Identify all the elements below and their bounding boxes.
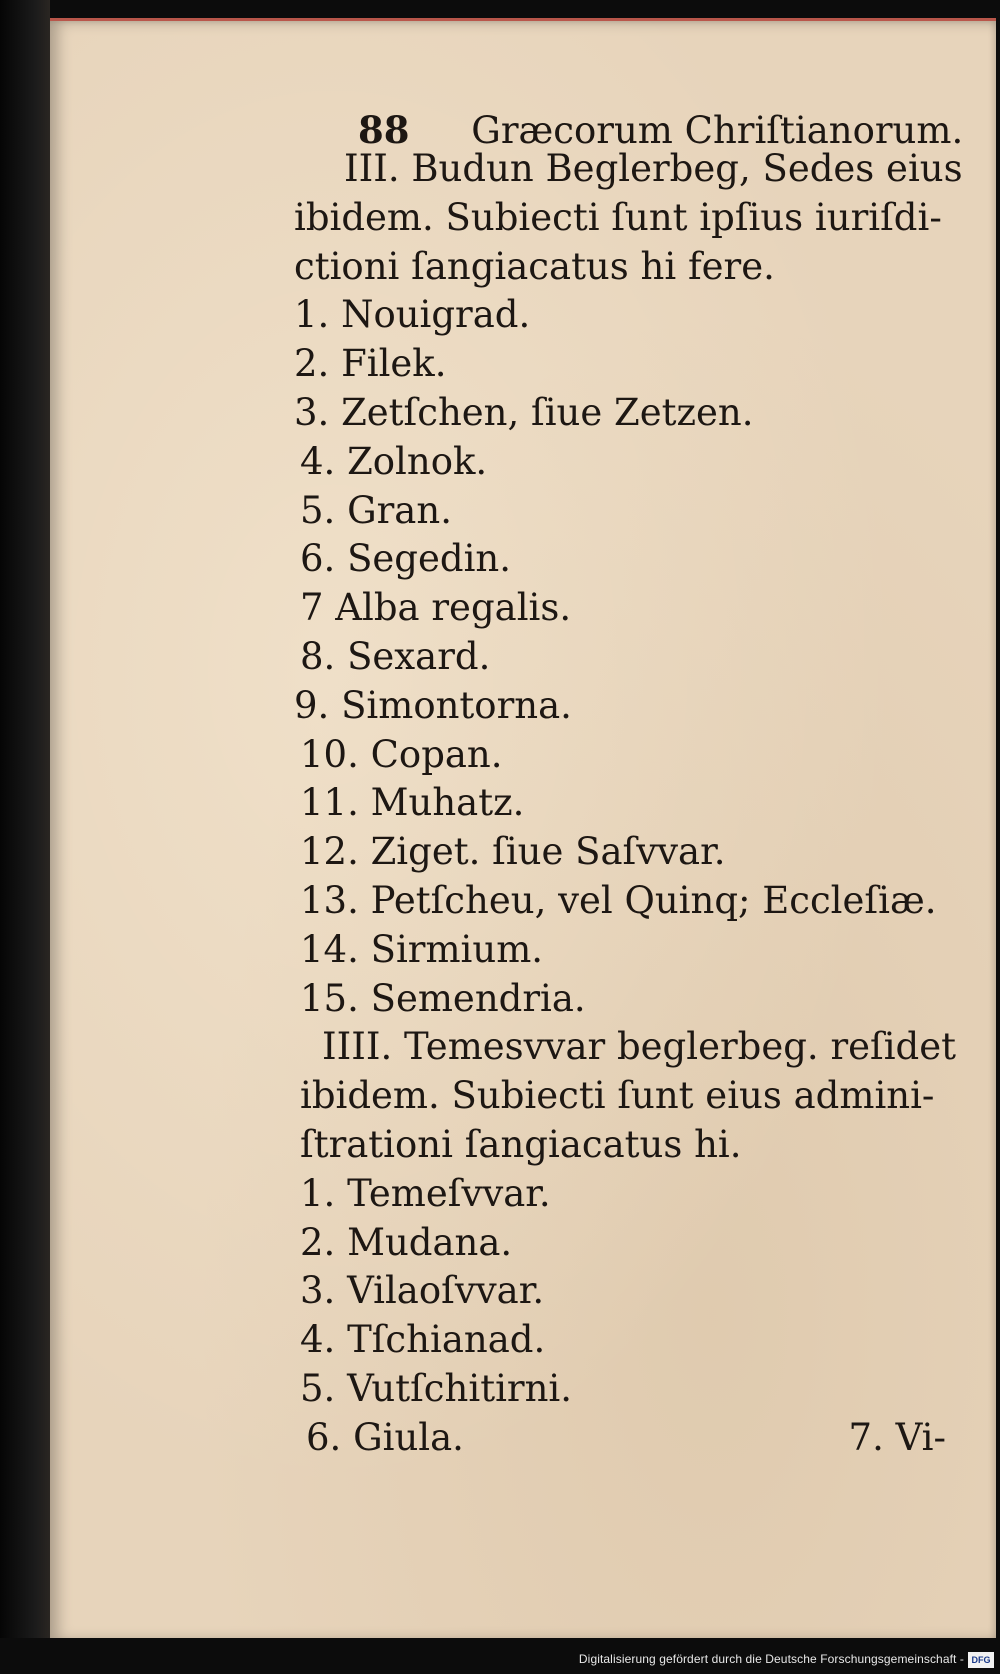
list-item: 5. Vutſchitirni. <box>300 1366 573 1410</box>
list-item: 3. Zetſchen, ſiue Zetzen. <box>294 390 754 434</box>
text-line: ctioni ſangiacatus hi fere. <box>294 244 775 288</box>
list-item: 13. Petſcheu, vel Quinq; Eccleſiæ. <box>300 878 937 922</box>
list-item: 6. Segedin. <box>300 537 511 581</box>
list-item: 2. Filek. <box>294 342 447 386</box>
list-item: 2. Mudana. <box>300 1220 513 1264</box>
list-item: 14. Sirmium. <box>300 927 544 971</box>
last-line <box>294 1414 946 1463</box>
running-head-title: Græcorum Chriſtianorum. <box>471 109 964 152</box>
dfg-logo-icon: DFG <box>968 1652 994 1668</box>
list-item: 8. Sexard. <box>300 634 491 678</box>
book-page <box>50 18 996 1645</box>
list-item: 15. Semendria. <box>300 976 586 1020</box>
list-item: 6. Giula. <box>306 1415 464 1459</box>
list-item: 9. Simontorna. <box>294 683 572 727</box>
text-line: ſtrationi ſangiacatus hi. <box>300 1122 742 1166</box>
list-item: 3. Vilaoſvvar. <box>300 1269 545 1313</box>
list-item: 5. Gran. <box>300 488 452 532</box>
list-item: 10. Copan. <box>300 732 503 776</box>
book-spine-shadow <box>0 0 50 1674</box>
list-item: 1. Nouigrad. <box>294 293 531 337</box>
list-item: 7 Alba regalis. <box>300 586 572 630</box>
list-item: 4. Zolnok. <box>300 439 488 483</box>
text-line: III. Budun Beglerbeg, Sedes eius <box>344 147 963 190</box>
text-line: ibidem. Subiecti ſunt ipſius iuriſdi- <box>294 195 942 239</box>
catchword: 7. Vi- <box>848 1415 946 1459</box>
funding-credit: Digitalisierung gefördert durch die Deutsche Forschungsgemeinschaft - <box>578 1652 964 1666</box>
list-item: 4. Tſchianad. <box>300 1318 546 1362</box>
list-item: 11. Muhatz. <box>300 781 525 825</box>
text-block <box>294 145 963 1463</box>
text-line: IIII. Temesvvar beglerbeg. reſidet <box>322 1025 957 1069</box>
footer-bar <box>0 1638 1000 1674</box>
text-line: ibidem. Subiecti ſunt eius admini- <box>300 1074 935 1118</box>
page-number: 88 <box>358 108 410 152</box>
list-item: 12. Ziget. ſiue Saſvvar. <box>300 830 726 874</box>
list-item: 1. Temeſvvar. <box>300 1171 551 1215</box>
